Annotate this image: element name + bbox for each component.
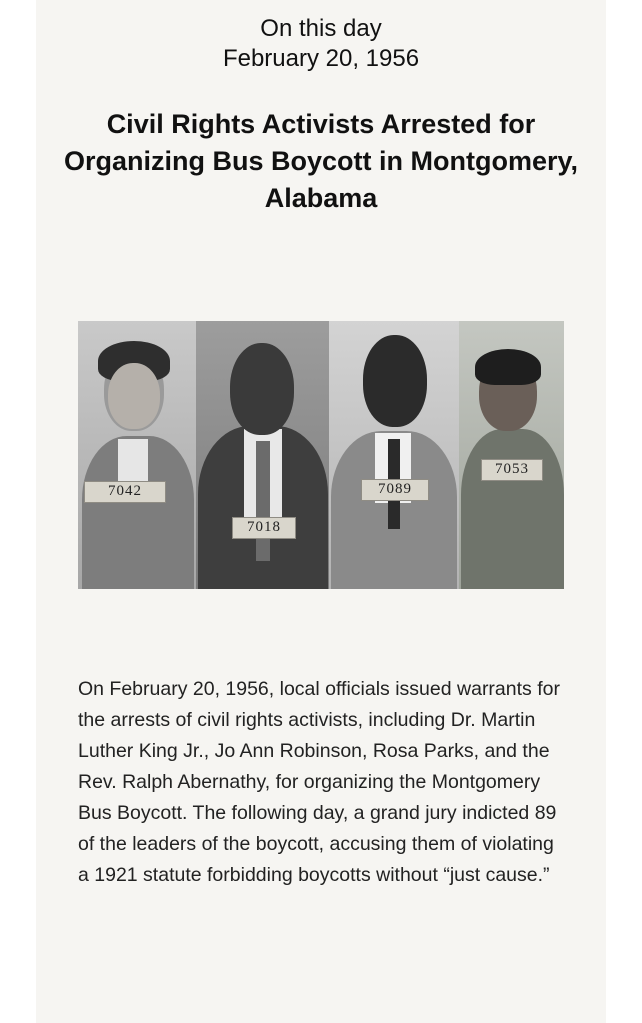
booking-number-plate: 7042	[84, 481, 166, 503]
mugshot-panel	[459, 321, 564, 589]
mugshot-panel	[329, 321, 459, 589]
booking-number-plate: 7089	[361, 479, 429, 501]
on-this-day-label: On this day	[260, 15, 382, 42]
article-card	[36, 0, 606, 1023]
article-title: Civil Rights Activists Arrested for Organizing Bus Boycott in Montgomery, Alabama	[63, 109, 578, 213]
mugshot-photo	[78, 321, 564, 589]
article-body: On February 20, 1956, local officials issued warrants for the arrests of civil rights activists, including Dr. Martin Luther King Jr., Jo Ann Robinson, Rosa Parks, and the Rev. Ralph Abernathy, for organizing the Montgomery Bus Boycott. The following day, a grand jury indicted 89 of the leaders of the boycott, accusing them of violating a 1921 statute forbidding boycotts without “just cause.”	[78, 678, 560, 886]
date-label: February 20, 1956	[222, 45, 420, 72]
booking-number-plate: 7053	[481, 459, 543, 481]
mugshot-panel	[196, 321, 329, 589]
on-this-day-header	[36, 14, 606, 74]
mugshot-panel	[78, 321, 196, 589]
booking-number-plate: 7018	[232, 517, 296, 539]
